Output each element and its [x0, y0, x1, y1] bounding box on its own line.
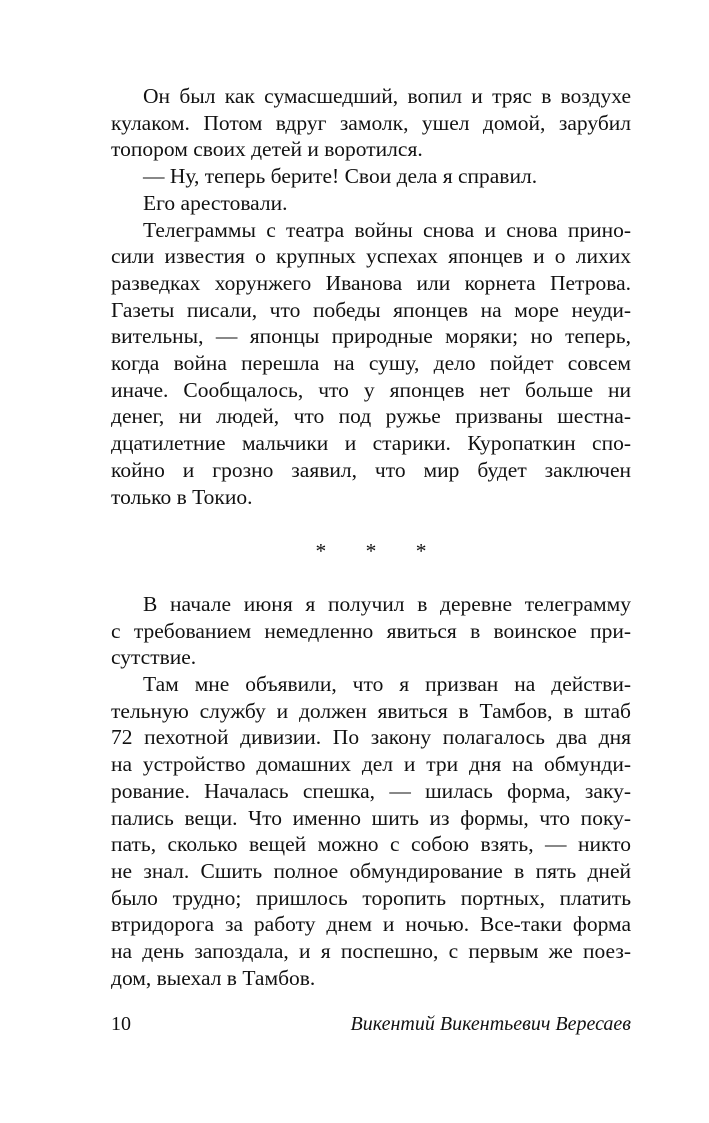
section-break-star: * [365, 539, 377, 564]
text-line: иначе. Сообщалось, что у японцев нет больше ни [111, 377, 631, 402]
text-line: рование. Началась спешка, — шилась форма, заку- [111, 778, 631, 803]
page-number: 10 [111, 1013, 131, 1035]
text-line: койно и грозно заявил, что мир будет заключен [111, 457, 631, 482]
text-line: топором своих детей и воротился. [111, 137, 423, 162]
section-break-star: * [415, 539, 427, 564]
running-title-author: Викентий Викентьевич Вересаев [350, 1013, 631, 1035]
text-line: пать, сколько вещей можно с собою взять, — никто [111, 832, 631, 857]
text-line: с требованием немедленно явиться в воинское при- [111, 618, 631, 643]
text-line: только в Токио. [111, 484, 253, 509]
text-line: Его арестовали. [143, 190, 288, 215]
text-line: сутствие. [111, 645, 197, 670]
page-body [111, 83, 631, 991]
text-line: Телеграммы с театра войны снова и снова прино- [143, 217, 631, 242]
text-line: кулаком. Потом вдруг замолк, ушел домой, зарубил [111, 110, 631, 135]
text-line: разведках хорунжего Иванова или корнета Петрова. [111, 270, 631, 295]
text-line: дом, выехал в Тамбов. [111, 965, 316, 990]
page-footer [111, 1010, 631, 1038]
text-line: дцатилетние мальчики и старики. Куропаткин спо- [111, 431, 631, 456]
text-line: Газеты писали, что победы японцев на море неуди- [111, 297, 631, 322]
text-line: В начале июня я получил в деревне телеграмму [143, 591, 631, 616]
section-break-star: * [315, 539, 327, 564]
text-line: тельную службу и должен явиться в Тамбов, в штаб [111, 698, 631, 723]
text-line: Там мне объявили, что я призван на действи- [143, 672, 631, 697]
text-before-break [111, 83, 631, 510]
text-line: вительны, — японцы природные моряки; но теперь, [111, 324, 631, 349]
text-line: 72 пехотной дивизии. По закону полагалось два дня [111, 725, 631, 750]
text-line: — Ну, теперь берите! Свои дела я справил. [143, 164, 538, 189]
text-line: пались вещи. Что именно шить из формы, что поку- [111, 805, 631, 830]
text-line: было трудно; пришлось торопить портных, платить [111, 885, 631, 910]
text-line: не знал. Сшить полное обмундирование в пять дней [111, 858, 631, 883]
text-line: денег, ни людей, что под ружье призваны шестна- [111, 404, 631, 429]
section-break [111, 538, 631, 565]
text-line: втридорога за работу днем и ночью. Все-таки форма [111, 912, 631, 937]
text-line: сили известия о крупных успехах японцев и о лихих [111, 244, 631, 269]
text-line: на устройство домашних дел и три дня на обмунди- [111, 752, 631, 777]
text-line: когда война перешла на сушу, дело пойдет совсем [111, 351, 631, 376]
text-line: Он был как сумасшедший, вопил и тряс в воздухе [143, 84, 631, 108]
text-after-break [111, 591, 631, 992]
text-line: на день запоздала, и я поспешно, с первым же поез- [111, 939, 631, 964]
